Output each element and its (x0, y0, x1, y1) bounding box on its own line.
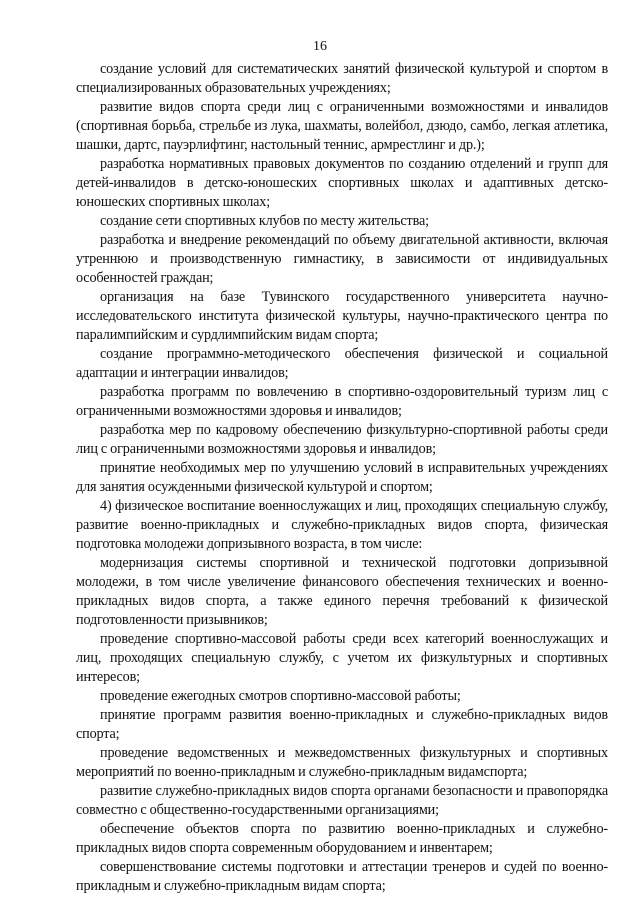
page-number: 16 (313, 39, 327, 54)
paragraph: организация на базе Тувинского государственного университета научно-исследовательского института физической культуры, научно-практического центра по паралимпийским и сурдлимпийским видам спорта; (76, 289, 608, 343)
paragraph: развитие служебно-прикладных видов спорта органами безопасности и правопорядка совместно с общественно-государственными организациями; (76, 783, 608, 818)
paragraph: создание сети спортивных клубов по месту жительства; (100, 213, 429, 229)
paragraph: модернизация системы спортивной и технической подготовки допризывной молодежи, в том числе увеличение финансового обеспечения технических и военно-прикладных видов спорта, а также единого перечня требований к физической подготовленности призывников; (76, 555, 608, 628)
paragraph: разработка программ по вовлечению в спортивно-оздоровительный туризм лиц с ограниченными возможностями здоровья и инвалидов; (76, 384, 608, 419)
paragraph: принятие необходимых мер по улучшению условий в исправительных учреждениях для занятия осужденными физической культурой и спортом; (76, 460, 608, 495)
section-item-4: 4) физическое воспитание военнослужащих и лиц, проходящих специальную службу, развитие военно-прикладных и служебно-прикладных видов спорта, физическая подготовка молодежи допризывного возраста, в том числе: (76, 498, 608, 552)
paragraph: создание условий для систематических занятий физической культурой и спортом в специализированных образовательных учреждениях; (76, 61, 608, 96)
paragraph: развитие видов спорта среди лиц с ограниченными возможностями и инвалидов (спортивная борьба, стрельбе из лука, шахматы, волейбол, дзюдо, самбо, легкая атлетика, шашки, дартс, пауэрлифтинг, настольный теннис, армрестлинг и др.); (76, 99, 608, 153)
paragraph: проведение ведомственных и межведомственных физкультурных и спортивных мероприятий по военно-прикладным и служебно-прикладным видамспорта; (76, 745, 608, 780)
paragraph: проведение спортивно-массовой работы среди всех категорий военнослужащих и лиц, проходящих специальную службу, с учетом их физкультурных и спортивных интересов; (76, 631, 608, 685)
paragraph: проведение ежегодных смотров спортивно-массовой работы; (100, 688, 461, 704)
paragraph: обеспечение объектов спорта по развитию военно-прикладных и служебно-прикладных видов спорта современным оборудованием и инвентарем; (76, 821, 608, 856)
document-body (76, 60, 608, 896)
paragraph: разработка и внедрение рекомендаций по объему двигательной активности, включая утреннюю и производственную гимнастику, в зависимости от индивидуальных особенностей граждан; (76, 232, 608, 286)
paragraph: принятие программ развития военно-прикладных и служебно-прикладных видов спорта; (76, 707, 608, 742)
paragraph: разработка нормативных правовых документов по созданию отделений и групп для детей-инвалидов в детско-юношеских спортивных школах и адаптивных детско-юношеских спортивных школах; (76, 156, 608, 210)
paragraph: совершенствование системы подготовки и аттестации тренеров и судей по военно-прикладным и служебно-прикладным видам спорта; (76, 859, 608, 894)
paragraph: создание программно-методического обеспечения физической и социальной адаптации и интеграции инвалидов; (76, 346, 608, 381)
paragraph: разработка мер по кадровому обеспечению физкультурно-спортивной работы среди лиц с ограниченными возможностями здоровья и инвалидов; (76, 422, 608, 457)
